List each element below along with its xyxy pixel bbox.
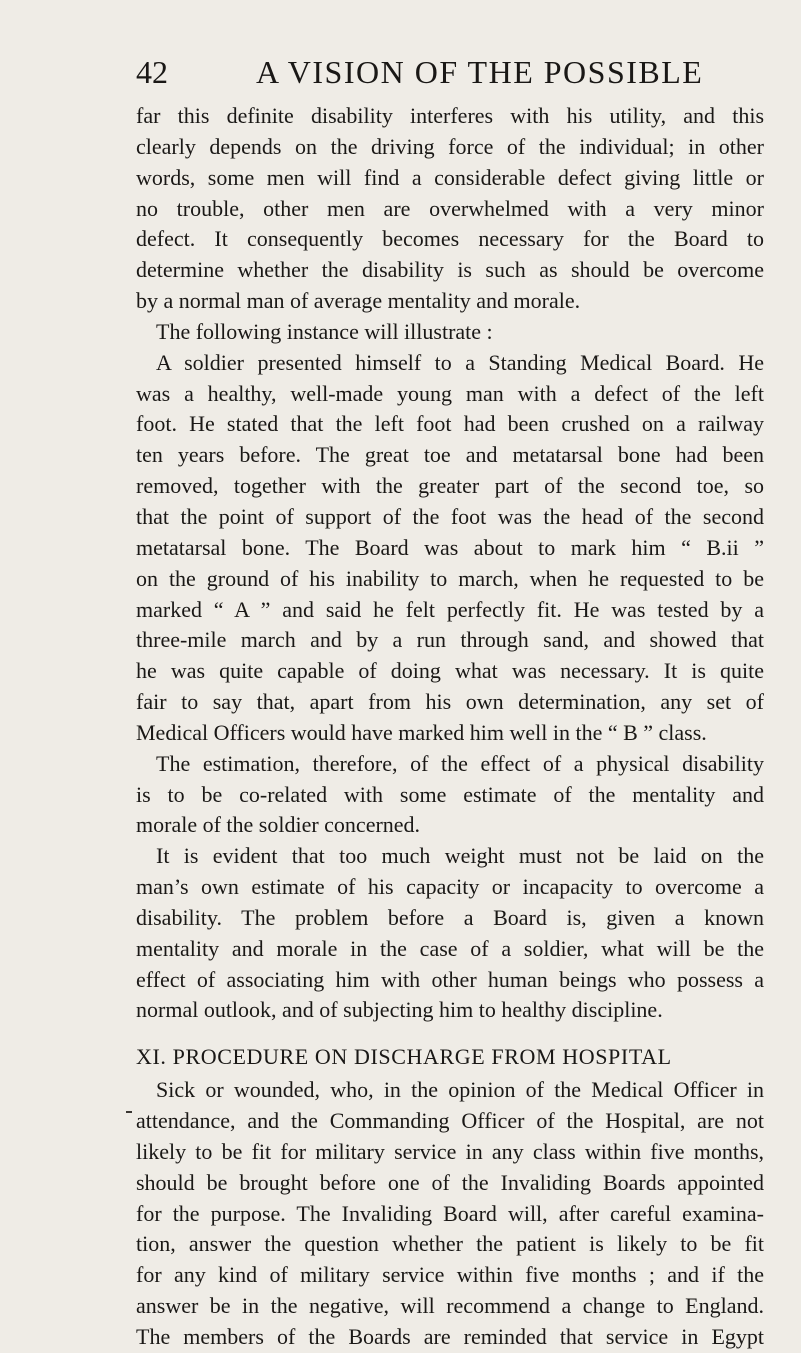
text-line: he was quite capable of doing what was necessary. It is quite [136,658,764,684]
paragraph [136,749,764,842]
text-line: for the purpose. The Invaliding Board will, after careful examina- [136,1200,764,1226]
text-line: likely to be fit for military service in any class within five months, [136,1138,764,1164]
text-line: removed, together with the greater part of the second toe, so [136,473,764,499]
running-head: A VISION OF THE POSSIBLE [256,54,704,90]
text-line: ten years before. The great toe and metatarsal bone had been [136,442,764,468]
text-line: was a healthy, well-made young man with a defect of the left [136,380,764,406]
text-line: tion, answer the question whether the patient is likely to be fit [136,1231,764,1257]
paragraph [136,1075,764,1353]
text-line: by a normal man of average mentality and morale. [136,288,581,314]
text-line: clearly depends on the driving force of the individual; in other [136,133,764,159]
text-line: normal outlook, and of subjecting him to healthy discipline. [136,997,663,1023]
text-line: determine whether the disability is such as should be overcome [136,257,764,283]
text-line: defect. It consequently becomes necessary for the Board to [136,226,764,252]
text-line: disability. The problem before a Board is, given a known [136,904,764,930]
text-line: that the point of support of the foot was the head of the second [136,503,764,529]
paragraph [136,841,764,1026]
text-line: The following instance will illustrate : [156,318,493,344]
text-line: on the ground of his inability to march, when he requested to be [136,565,764,591]
text-line: should be brought before one of the Invaliding Boards appointed [136,1169,764,1195]
text-line: Sick or wounded, who, in the opinion of the Medical Officer in [156,1077,764,1103]
text-line: three-mile march and by a run through sand, and showed that [136,627,764,653]
paragraph [136,101,764,317]
body-text [136,101,764,1353]
text-line: no trouble, other men are overwhelmed with a very minor [136,195,764,221]
text-line: The members of the Boards are reminded that service in Egypt [136,1323,764,1349]
page-number: 42 [136,54,168,90]
text-line: Medical Officers would have marked him well in the “ B ” class. [136,719,707,745]
text-line: marked “ A ” and said he felt perfectly fit. He was tested by a [136,596,764,622]
margin-mark [126,1111,132,1113]
text-line: for any kind of military service within five months ; and if the [136,1262,764,1288]
text-line: fair to say that, apart from his own determination, any set of [136,689,764,715]
text-line: morale of the soldier concerned. [136,812,421,838]
text-line: answer be in the negative, will recommend a change to England. [136,1293,764,1319]
text-line: foot. He stated that the left foot had been crushed on a railway [136,411,764,437]
text-line: attendance, and the Commanding Officer of the Hospital, are not [136,1108,764,1133]
text-line: words, some men will find a considerable defect giving little or [136,164,764,190]
text-line: The estimation, therefore, of the effect of a physical disability [156,750,764,776]
paragraph [136,317,764,348]
text-line: effect of associating him with other human beings who possess a [136,966,764,992]
text-line: A soldier presented himself to a Standing Medical Board. He [156,349,764,375]
paragraph [136,348,764,749]
text-line: far this definite disability interferes with his utility, and this [136,103,764,128]
text-line: mentality and morale in the case of a soldier, what will be the [136,935,764,961]
page-header [136,52,761,96]
text-line: It is evident that too much weight must not be laid on the [156,843,764,869]
text-line: metatarsal bone. The Board was about to mark him “ B.ii ” [136,534,764,560]
text-line: is to be co-related with some estimate of the mentality and [136,781,764,807]
section-heading: XI. PROCEDURE ON DISCHARGE FROM HOSPITAL [136,1044,672,1070]
text-line: man’s own estimate of his capacity or incapacity to overcome a [136,874,764,900]
